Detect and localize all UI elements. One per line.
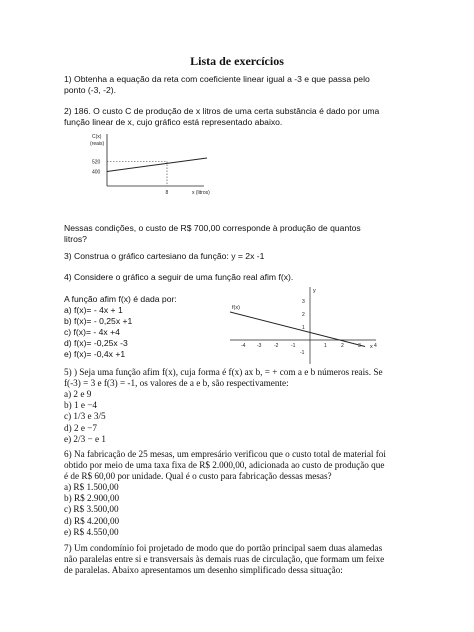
affine-chart-ytick: -1 xyxy=(300,350,305,356)
cost-chart-xlabel: x (litros) xyxy=(192,190,210,196)
affine-chart-x-label: x xyxy=(370,344,373,350)
q2-line2: função linear de x, cujo gráfico está representado abaixo. xyxy=(64,117,283,127)
q2-after1: Nessas condições, o custo de R$ 700,00 corresponde à produção de quantos xyxy=(64,223,361,233)
q6-option-d: d) R$ 4.200,00 xyxy=(64,515,120,526)
q6-option-a: a) R$ 1.500,00 xyxy=(64,482,119,492)
cost-chart-line xyxy=(107,158,207,172)
cost-chart-ytick-520: 520 xyxy=(92,159,101,166)
affine-chart-xtick: 4 xyxy=(374,343,377,349)
q7-line2: não paralelas entre si e transversais às demais ruas de circulação, que formam um feixe xyxy=(64,554,385,564)
q4-stem: A função afim f(x) é dada por: xyxy=(64,294,177,304)
q7-line3: de paralelas. Abaixo apresentamos um desenho simplificado dessa situação: xyxy=(64,565,343,575)
affine-chart-xtick: -2 xyxy=(274,343,279,349)
q1-line1: 1) Obtenha a equação da reta com coeficiente linear igual a -3 e que passa pelo xyxy=(64,74,370,84)
q1-line2: ponto (-3, -2). xyxy=(64,85,117,95)
q6-line2: obtido por meio de uma taxa fixa de R$ 2.000,00, adicionada ao custo de produção que xyxy=(64,460,385,470)
cost-chart-ylabel2: (reais) xyxy=(90,141,105,147)
q5-option-b: b) 1 e −4 xyxy=(64,400,97,411)
affine-chart-ytick: 3 xyxy=(302,299,305,305)
q5-option-d: d) 2 e −7 xyxy=(64,422,97,433)
affine-chart-ytick: 1 xyxy=(302,325,305,331)
affine-chart-xtick: 3 xyxy=(358,343,361,349)
affine-chart-xtick: 1 xyxy=(324,343,327,349)
q4-option-e: e) f(x)= -0,4x +1 xyxy=(64,349,126,359)
q6-option-c: c) R$ 3.500,00 xyxy=(64,504,119,515)
affine-chart-xtick: -3 xyxy=(257,343,262,349)
affine-chart-line xyxy=(230,312,365,347)
q5-option-a: a) 2 e 9 xyxy=(64,389,92,399)
affine-chart xyxy=(230,285,378,365)
q6-option-b: b) R$ 2.900,00 xyxy=(64,493,120,504)
q5-options xyxy=(64,389,106,445)
affine-chart-curve-label: f(x) xyxy=(232,305,240,311)
q3-text: 3) Construa o gráfico cartesiano da função: y = 2x -1 xyxy=(64,251,265,261)
q5-option-e: e) 2/3 − e 1 xyxy=(64,433,106,444)
q4-text: 4) Considere o gráfico a seguir de uma função real afim f(x). xyxy=(64,272,294,282)
affine-chart-xtick: -4 xyxy=(241,343,246,349)
page-title: Lista de exercícios xyxy=(190,54,284,68)
cost-chart-xtick-8: 8 xyxy=(165,190,169,196)
q2-after2: litros? xyxy=(64,234,87,244)
affine-chart-xtick: 2 xyxy=(341,343,344,349)
q6-options xyxy=(64,482,119,538)
q7-line1: 7) Um condomínio foi projetado de modo que do portão principal saem duas alamedas xyxy=(64,543,383,553)
q4-option-c: c) f(x)= - 4x +4 xyxy=(64,327,120,337)
affine-chart-xtick: -1 xyxy=(291,343,296,349)
affine-chart-y-label: y xyxy=(313,288,316,294)
q5-line2: f(-3) = 3 e f(3) = -1, os valores de a e b, são respectivamente: xyxy=(64,378,289,388)
cost-chart-ytick-400: 400 xyxy=(92,169,101,176)
q4-option-d: d) f(x)= -0,25x -3 xyxy=(64,338,128,348)
affine-chart-ytick: 2 xyxy=(302,312,305,318)
cost-chart xyxy=(86,130,226,206)
q4-option-a: a) f(x)= - 4x + 1 xyxy=(64,305,123,315)
q4-option-b: b) f(x)= - 0,25x +1 xyxy=(64,316,133,326)
q6-option-e: e) R$ 4.550,00 xyxy=(64,526,119,537)
q6-line1: 6) Na fabricação de 25 mesas, um empresário verificou que o custo total de material foi xyxy=(64,449,386,459)
q6-line3: é de R$ 60,00 por unidade. Qual é o custo para fabricação dessas mesas? xyxy=(64,471,332,481)
q5-line1: 5) ) Seja uma função afim f(x), cuja forma é f(x) ax b, = + com a e b números reais. Se xyxy=(64,367,383,377)
q5-option-c: c) 1/3 e 3/5 xyxy=(64,411,106,422)
cost-chart-ylabel: C(x) xyxy=(92,134,102,140)
q4-options xyxy=(64,305,132,360)
q2-line1: 2) 186. O custo C de produção de x litros de uma certa substância é dado por uma xyxy=(64,106,380,116)
